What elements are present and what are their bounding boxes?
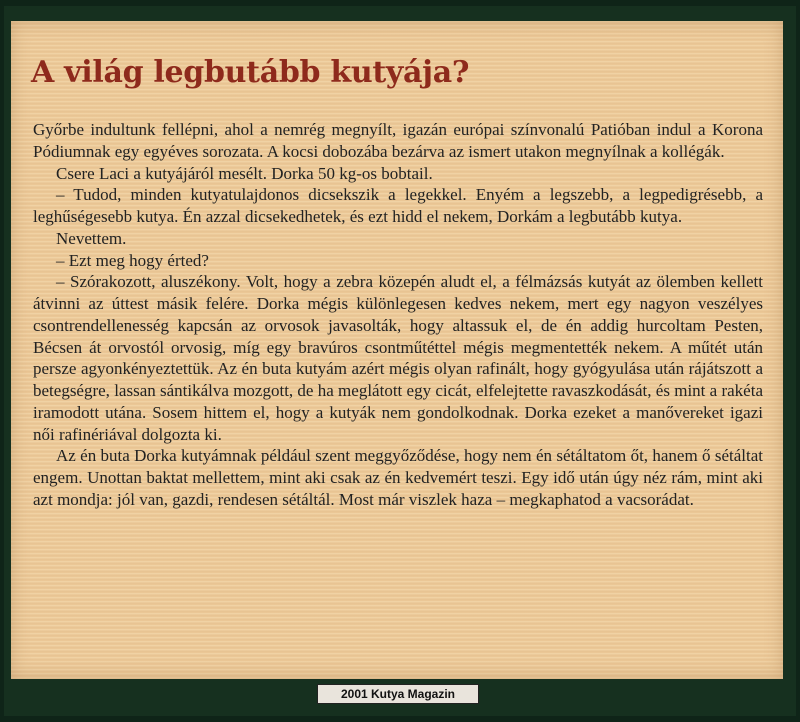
article-body bbox=[33, 119, 763, 511]
article-page bbox=[11, 21, 783, 679]
paragraph: – Ezt meg hogy érted? bbox=[56, 250, 209, 270]
paragraph: Győrbe indultunk fellépni, ahol a nemrég megnyílt, igazán európai színvonalú Patióban indul a Korona Pódiumnak egy egyéves sorozata. A kocsi dobozába bezárva az ismert utakon megnyílnak a kollégák. bbox=[33, 120, 763, 161]
paragraph: – Szórakozott, aluszékony. Volt, hogy a zebra közepén aludt el, a félmázsás kutyát az ölemben kellett átvinni az úttest másik felére. Dorka mégis különlegesen kedves nekem, mert egy nagyon veszélyes csontrendellenesség kapcsán az orvosok javasolták, hogy altassuk el, de én addig hurcoltam Pesten, Bécsen át orvostól orvosig, míg egy bravúros csontműtéttel mégis megmentették nekem. A műtét után persze agyonkényeztettük. Az én buta kutyám azért mégis olyan rafinált, hogy gyógyulása után rájátszott a betegségre, lassan sántikálva mozgott, de ha meglátott egy cicát, elfelejtette ravaszkodását, és mint a rakéta iramodott utána. Sosem hittem el, hogy a kutyák nem gondolkodnak. Dorka ezeket a manővereket igazi női rafinériával dolgozta ki. bbox=[33, 272, 763, 444]
source-credit-label: 2001 Kutya Magazin bbox=[317, 684, 479, 704]
paragraph: – Tudod, minden kutyatulajdonos dicsekszik a legekkel. Enyém a legszebb, a legpedigrésebb, a leghűségesebb kutya. Én azzal dicsekedhetek, és ezt hidd el nekem, Dorkám a legbutább kutya. bbox=[33, 185, 763, 226]
paragraph: Az én buta Dorka kutyámnak például szent meggyőződése, hogy nem én sétáltatom őt, hanem ő sétáltat engem. Unottan baktat mellettem, mint aki csak az én kedvemért teszi. Egy idő után úgy néz rám, mint aki azt mondja: jól van, gazdi, rendesen sétáltál. Most már viszlek haza – megkaphatod a vacsorádat. bbox=[33, 446, 763, 509]
article-title: A világ legbutább kutyája? bbox=[31, 55, 470, 90]
paragraph: Nevettem. bbox=[56, 228, 127, 248]
paragraph: Csere Laci a kutyájáról mesélt. Dorka 50 kg-os bobtail. bbox=[56, 163, 433, 183]
